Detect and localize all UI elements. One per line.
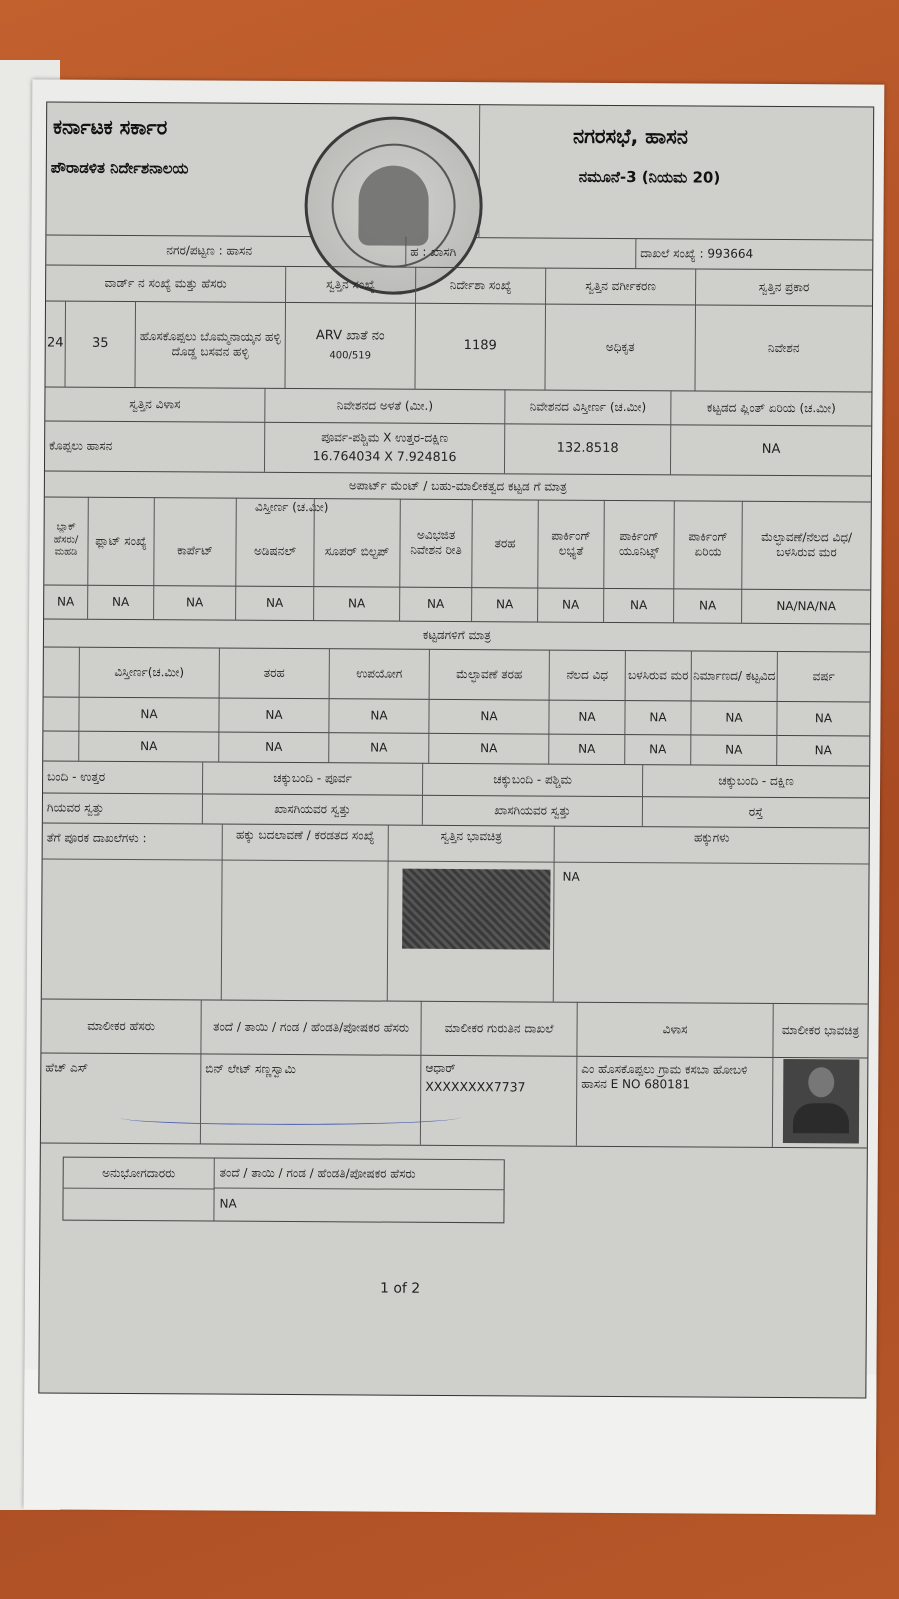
bld-cell-blank (43, 730, 79, 760)
owner-id-label: ಆಧಾರ್ (425, 1060, 456, 1076)
boundary-north-label: ಬಂದಿ - ಉತ್ತರ (43, 760, 203, 793)
plinth-header: ಕಟ್ಟಡದ ಪ್ಲಿಂತ್ ಏರಿಯ (ಚ.ಮೀ) (706, 400, 836, 415)
occupant-value: NA (219, 1196, 237, 1211)
bld-cell: NA (549, 734, 625, 764)
bld-cell: NA (329, 732, 429, 763)
bld-cell: NA (625, 700, 691, 734)
apt-cell: NA (538, 588, 604, 622)
bld-cell: NA (814, 710, 833, 725)
apt-col-parking-units: ಪಾರ್ಕಿಂಗ್ ಯೂನಿಟ್ಸ್ (604, 500, 675, 588)
occupant-blank (63, 1188, 214, 1221)
owner-id-header: ಮಾಲೀಕರ ಗುರುತಿನ ದಾಖಲೆ (421, 1001, 577, 1056)
type-value: ನಿವೇಶನ (767, 340, 800, 355)
entry-number: ದಾಖಲೆ ಸಂಖ್ಯೆ : 993664 (640, 245, 754, 261)
apt-cell: NA (314, 586, 400, 621)
owner-id (421, 1055, 578, 1146)
bld-cell: NA (429, 699, 549, 734)
dimension-header: ನಿವೇಶನದ ಅಳತೆ (ಮೀ.) (265, 388, 505, 423)
rights-header: ಹಕ್ಕುಗಳು (693, 830, 730, 845)
apt-col-undivided: ಅವಿಭಜಿತ ನಿವೇಶನ ರೀತಿ (400, 499, 473, 587)
property-photo-header: ಸ್ವತ್ತಿನ ಭಾವಚಿತ್ರ (388, 825, 555, 1002)
owner-address: ಎಂ ಹೊಸಕೊಪ್ಪಲು ಗ್ರಾಮ ಕಸಬಾ ಹೋಬಳಿ ಹಾಸನ E NO 680181 (577, 1056, 774, 1147)
bld-cell: NA (219, 732, 329, 763)
apt-col-carpet: ಕಾರ್ಪೆಟ್ (154, 497, 237, 585)
boundary-west-value: ಖಾಸಗಿಯವರ ಸ್ವತ್ತು (423, 795, 643, 826)
boundary-north-value: ಗಿಯವರ ಸ್ವತ್ತು (43, 792, 203, 823)
type-header: ಸ್ವತ್ತಿನ ಪ್ರಕಾರ (758, 279, 810, 294)
apt-col-block: ಬ್ಲಾಕ್ ಹೆಸರು/ ಮಹಡಿ (44, 496, 89, 584)
owner-header-row (41, 998, 867, 1058)
boundary-south-value: ರಸ್ತೆ (748, 804, 764, 819)
apt-cell: NA (236, 586, 314, 620)
bld-col-year: ವರ್ಷ (812, 668, 835, 683)
dimension-measure: 16.764034 X 7.924816 (312, 448, 457, 465)
owner-name: ಹೆಚ್ ಎಸ್ (41, 1052, 202, 1143)
boundary-west-label: ಚಕ್ಕುಬಂದಿ - ಪಶ್ಚಿಮ (423, 763, 643, 796)
owner-photo-header: ಮಾಲೀಕರ ಭಾವಚಿತ್ರ (781, 1022, 860, 1037)
property-number (285, 302, 416, 389)
bld-cell: NA (549, 700, 625, 734)
building-header-row (44, 646, 870, 702)
property-no-header: ಸ್ವತ್ತಿನ ಸಂಖ್ಯೆ (286, 266, 416, 303)
apt-col-roof: ಮೆಲ್ಛಾವಣೆ/ನೆಲದ ವಿಧ/ಬಳಸಿರುವ ಮರ (761, 529, 853, 560)
serial-no: 24 (45, 300, 66, 386)
bld-cell: NA (429, 733, 549, 764)
owner-photo (783, 1059, 860, 1143)
bld-cell: NA (691, 700, 777, 735)
bld-col-floor: ನೆಲದ ವಿಧ (550, 650, 626, 700)
property-header-row (46, 264, 872, 306)
site-row (45, 420, 871, 476)
bld-cell: NA (814, 742, 832, 757)
property-photo (402, 869, 550, 950)
govt-title: ಕರ್ನಾಟಕ ಸರ್ಕಾರ (53, 114, 168, 140)
owner-photo-face (808, 1067, 834, 1097)
page-number: 1 of 2 (379, 1280, 421, 1297)
bld-col-roof: ಮೆಲ್ಛಾವಣೆ ತರಹ (430, 649, 550, 700)
apartment-area-label: ವಿಸ್ತೀರ್ಣ (ಚ.ಮೀ) (255, 499, 329, 515)
owner-row (41, 1052, 868, 1148)
apt-cell: NA/NA/NA (776, 598, 837, 613)
bld-col-type: ತರಹ (220, 648, 330, 699)
guidance-header: ನಿರ್ದೇಶಾ ಸಂಖ್ಯೆ (416, 267, 546, 304)
apartment-title: ಅಪಾರ್ಟ್ ಮೆಂಟ್ / ಬಹು-ಮಾಲೀಕತ್ವದ ಕಟ್ಟಡ ಗೆ ಮಾತ್ರ (348, 477, 567, 494)
category-value: ಅಧಿಕೃತ (545, 304, 696, 391)
transfer-header: ಹಕ್ಕು ಬದಲಾವಣೆ / ಕರಡತದ ಸಂಖ್ಯೆ (222, 824, 389, 1001)
boundary-east-label: ಚಕ್ಕುಬಂದಿ - ಪೂರ್ವ (203, 761, 423, 794)
property-row (45, 300, 872, 392)
bld-col-wood: ಬಳಸಿರುವ ಮರ (626, 650, 692, 700)
owner-relation-header: ತಂದೆ / ತಾಯಿ / ಗಂಡ / ಹೆಂಡತಿ/ಪೋಷಕರ ಹೆಸರು (201, 999, 421, 1054)
owner-photo-body (793, 1103, 849, 1133)
plinth-value: NA (761, 441, 781, 457)
bld-cell: NA (625, 734, 691, 764)
address-value: ಕೊಪ್ಪಲು ಹಾಸನ (45, 420, 265, 471)
bld-col-area: ವಿಸ್ತೀರ್ಣ(ಚ.ಮೀ) (80, 647, 220, 698)
ward-name: ಹೊಸಕೊಪ್ಪಲು ಬೊಮ್ಮನಾಯ್ಕನ ಹಳ್ಳಿ ದೊಡ್ಡ ಬಸವನ ಹಳ್ಳಿ (135, 301, 286, 388)
owner-address-header: ವಿಳಾಸ (577, 1002, 773, 1057)
property-number-line2: 400/519 (329, 350, 371, 362)
bld-col-blank (44, 646, 80, 696)
occupant-relation: ತಂದೆ / ತಾಯಿ / ಗಂಡ / ಹೆಂಡತಿ/ಪೋಷಕರ ಹೆಸರು (214, 1159, 504, 1191)
apartment-header-row (44, 496, 871, 590)
address-header: ಸ್ವತ್ತಿನ ವಿಳಾಸ (45, 386, 265, 421)
apt-cell: NA (674, 588, 742, 622)
documents-row (42, 822, 869, 1004)
occupant-label: ಅನುಭೋಗದಾರರು (64, 1158, 215, 1190)
owner-name-header: ಮಾಲೀಕರ ಹೆಸರು (41, 998, 201, 1053)
bld-cell: NA (79, 731, 219, 762)
ownership-type: ಹ : ಖಾಸಗಿ (406, 237, 636, 268)
apt-col-parking-area: ಪಾರ್ಕಿಂಗ್ ಏರಿಯ (674, 500, 743, 588)
ward-number: 35 (65, 301, 136, 387)
directorate-title: ಪೌರಾಡಳಿತ ನಿರ್ದೇಶನಾಲಯ (50, 158, 189, 178)
documents-label: ತೆಗೆ ಪೂರಕ ದಾಖಲೆಗಳು : (42, 822, 223, 999)
bld-cell: NA (79, 697, 219, 732)
occupant-box (62, 1157, 504, 1224)
rights-value: NA (562, 869, 580, 884)
apt-col-additional: ಅಡಿಷನಲ್ (236, 498, 315, 586)
bld-col-construction: ನಿರ್ಮಾಣದ/ ಕಟ್ಟವಿದ (692, 650, 778, 701)
bld-col-usage: ಉಪಯೋಗ (330, 648, 430, 699)
form-title: ನಮೂನೆ-3 (ನಿಯಮ 20) (578, 167, 721, 187)
ward-header: ವಾರ್ಡ್ ನ ಸಂಖ್ಯೆ ಮತ್ತು ಹೆಸರು (46, 264, 286, 301)
area-value: 132.8518 (505, 423, 671, 474)
apt-cell: NA (88, 585, 154, 619)
building-title: ಕಟ್ಟಡಗಳಿಗೆ ಮಾತ್ರ (422, 627, 492, 642)
emblem-icon (358, 165, 428, 245)
property-number-line1: ARV ಖಾತೆ ನಂ (315, 327, 385, 344)
apt-col-type: ತರಹ (472, 499, 539, 587)
apt-cell: NA (604, 588, 674, 622)
area-header: ನಿವೇಶನದ ವಿಸ್ತೀರ್ಣ (ಚ.ಮೀ) (505, 389, 671, 424)
apt-cell: NA (400, 587, 472, 621)
bld-cell: NA (329, 698, 429, 733)
apt-col-parking-avail: ಪಾರ್ಕಿಂಗ್ ಲಭ್ಯತೆ (538, 500, 605, 588)
bld-cell: NA (219, 698, 329, 733)
apt-col-flat: ಫ್ಲಾಟ್ ಸಂಖ್ಯೆ (88, 497, 155, 585)
apt-cell: NA (44, 584, 88, 618)
boundary-east-value: ಖಾಸಗಿಯವರ ಸ್ವತ್ತು (203, 793, 423, 824)
dimension-direction: ಪೂರ್ವ-ಪಶ್ಚಿಮ X ಉತ್ತರ-ದಕ್ಷಿಣ (321, 430, 449, 446)
owner-relation: ಬಿನ್ ಲೇಟ್ ಸಣ್ಣಸ್ವಾಮಿ (201, 1053, 422, 1144)
apt-cell: NA (472, 587, 538, 621)
city-field: ನಗರ/ಪಟ್ಟಣ : ಹಾಸನ (46, 234, 406, 266)
apt-cell: NA (154, 585, 236, 620)
certificate-sheet (38, 101, 874, 1398)
bld-cell: NA (691, 734, 777, 765)
dimension-value (265, 422, 505, 473)
document-paper (24, 79, 885, 1512)
guidance-value: 1189 (415, 303, 546, 390)
apt-col-superbuilt: ಸೂಪರ್ ಬಿಲ್ಟಪ್ (314, 498, 401, 587)
boundary-south-label: ಚಕ್ಕುಬಂದಿ - ದಕ್ಷಿಣ (718, 773, 794, 788)
municipality-title: ನಗರಸಭೆ, ಹಾಸನ (572, 123, 688, 149)
bld-cell-blank (43, 696, 79, 730)
category-header: ಸ್ವತ್ತಿನ ವರ್ಗೀಕರಣ (546, 268, 696, 305)
owner-id-value: XXXXXXXX7737 (425, 1078, 526, 1095)
